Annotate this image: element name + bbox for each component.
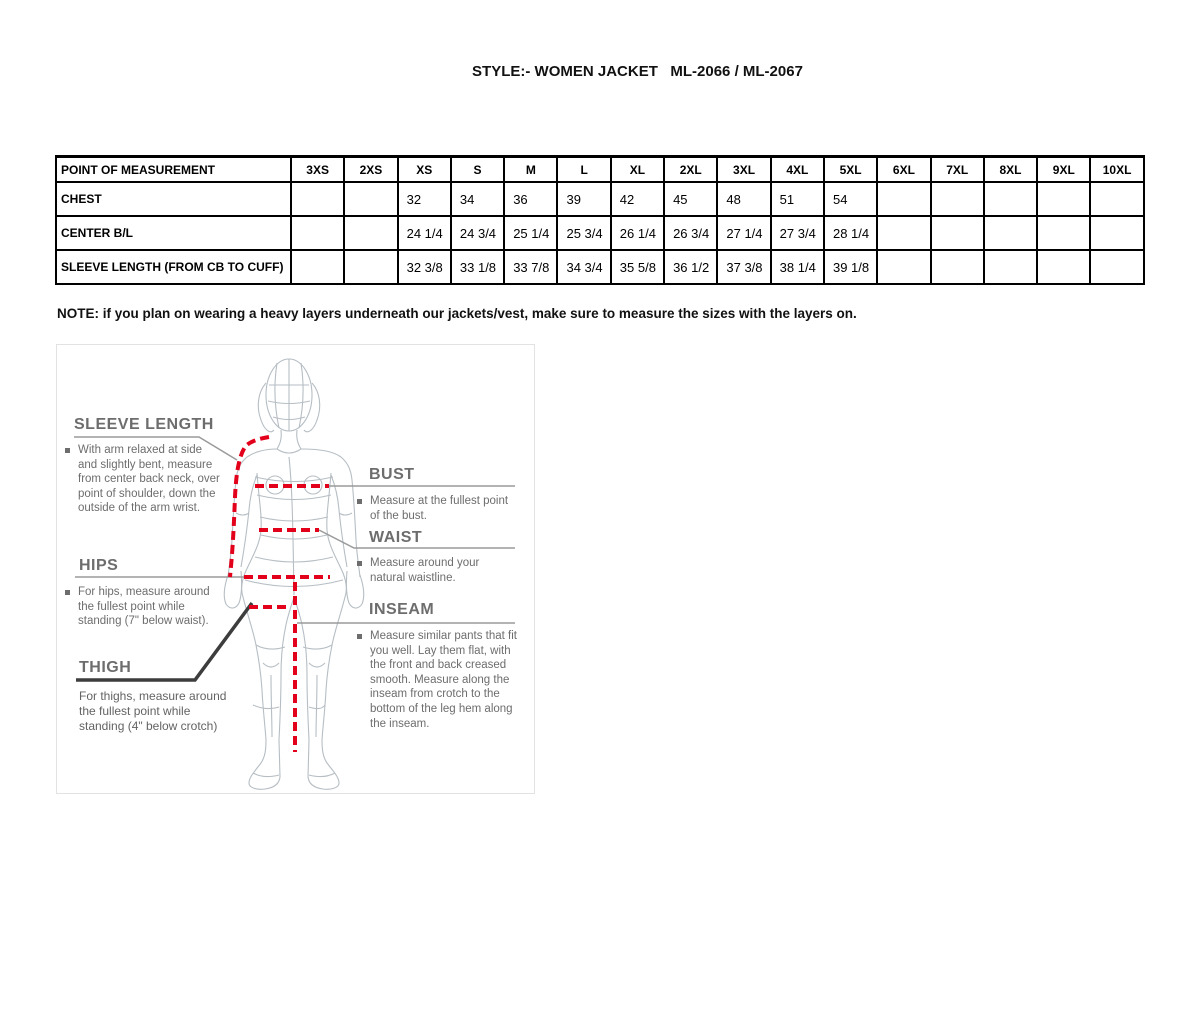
value-cell: 33 7/8 [504, 250, 557, 284]
header-size-5xl: 5XL [824, 157, 877, 183]
value-cell [1037, 250, 1090, 284]
measurement-diagram [56, 344, 535, 794]
value-cell: 54 [824, 182, 877, 216]
header-size-m: M [504, 157, 557, 183]
value-cell: 36 1/2 [664, 250, 717, 284]
hips-description: For hips, measure around the fullest point while standing (7" below waist). [65, 585, 228, 629]
bust-description: Measure at the fullest point of the bust. [357, 494, 510, 523]
value-cell [984, 182, 1037, 216]
thigh-description: For thighs, measure around the fullest point while standing (4" below crotch) [79, 689, 227, 734]
bust-label: BUST [369, 466, 415, 483]
bullet-square-icon [357, 561, 362, 566]
bullet-square-icon [357, 499, 362, 504]
header-size-3xs: 3XS [291, 157, 344, 183]
header-size-3xl: 3XL [717, 157, 770, 183]
bullet-square-icon [65, 590, 70, 595]
value-cell [291, 182, 344, 216]
header-size-7xl: 7XL [931, 157, 984, 183]
header-point-of-measurement: POINT OF MEASUREMENT [56, 157, 291, 183]
table-row [56, 182, 1144, 216]
bullet-square-icon [65, 448, 70, 453]
waist-label: WAIST [369, 529, 423, 546]
value-cell [291, 216, 344, 250]
value-cell: 24 3/4 [451, 216, 504, 250]
size-chart-section [55, 155, 1145, 285]
value-cell: 36 [504, 182, 557, 216]
header-size-8xl: 8XL [984, 157, 1037, 183]
value-cell: 24 1/4 [398, 216, 451, 250]
header-size-s: S [451, 157, 504, 183]
value-cell: 33 1/8 [451, 250, 504, 284]
table-row [56, 216, 1144, 250]
header-size-2xl: 2XL [664, 157, 717, 183]
row-label: CHEST [56, 182, 291, 216]
bullet-square-icon [357, 634, 362, 639]
value-cell [877, 216, 930, 250]
value-cell: 42 [611, 182, 664, 216]
value-cell: 35 5/8 [611, 250, 664, 284]
value-cell [931, 250, 984, 284]
inseam-description: Measure similar pants that fit you well. Lay them flat, with the front and back creased smooth. Measure along the inseam from crotch to the bottom of the leg hem along the inseam. [357, 629, 522, 731]
value-cell: 28 1/4 [824, 216, 877, 250]
size-chart-table [55, 155, 1145, 285]
value-cell [1090, 182, 1143, 216]
sleeve-length-description: With arm relaxed at side and slightly bent, measure from center back neck, over point of shoulder, down the outside of the arm wrist. [65, 443, 220, 516]
value-cell [1090, 250, 1143, 284]
header-size-xs: XS [398, 157, 451, 183]
value-cell: 25 1/4 [504, 216, 557, 250]
table-row [56, 250, 1144, 284]
value-cell: 26 3/4 [664, 216, 717, 250]
value-cell: 39 1/8 [824, 250, 877, 284]
thigh-label: THIGH [79, 659, 132, 676]
inseam-label: INSEAM [369, 601, 435, 618]
value-cell: 51 [771, 182, 824, 216]
waist-description: Measure around your natural waistline. [357, 556, 510, 585]
value-cell [344, 182, 397, 216]
value-cell [344, 216, 397, 250]
value-cell [344, 250, 397, 284]
value-cell: 45 [664, 182, 717, 216]
header-size-2xs: 2XS [344, 157, 397, 183]
note-text: NOTE: if you plan on wearing a heavy layers underneath our jackets/vest, make sure to measure the sizes with the layers on. [57, 306, 857, 321]
value-cell [984, 250, 1037, 284]
value-cell: 38 1/4 [771, 250, 824, 284]
value-cell: 48 [717, 182, 770, 216]
row-label: SLEEVE LENGTH (FROM CB TO CUFF) [56, 250, 291, 284]
value-cell: 34 3/4 [557, 250, 610, 284]
header-size-10xl: 10XL [1090, 157, 1143, 183]
value-cell [877, 182, 930, 216]
value-cell: 26 1/4 [611, 216, 664, 250]
value-cell [1090, 216, 1143, 250]
value-cell [1037, 182, 1090, 216]
header-size-l: L [557, 157, 610, 183]
value-cell [931, 216, 984, 250]
value-cell [984, 216, 1037, 250]
value-cell: 39 [557, 182, 610, 216]
value-cell [291, 250, 344, 284]
row-label: CENTER B/L [56, 216, 291, 250]
value-cell [931, 182, 984, 216]
value-cell: 32 [398, 182, 451, 216]
page-title: STYLE:- WOMEN JACKET ML-2066 / ML-2067 [472, 63, 803, 80]
sleeve-length-label: SLEEVE LENGTH [74, 416, 214, 433]
value-cell: 34 [451, 182, 504, 216]
value-cell: 37 3/8 [717, 250, 770, 284]
value-cell: 27 3/4 [771, 216, 824, 250]
header-size-4xl: 4XL [771, 157, 824, 183]
value-cell: 25 3/4 [557, 216, 610, 250]
value-cell: 27 1/4 [717, 216, 770, 250]
hips-label: HIPS [79, 557, 119, 574]
header-size-6xl: 6XL [877, 157, 930, 183]
value-cell: 32 3/8 [398, 250, 451, 284]
header-size-9xl: 9XL [1037, 157, 1090, 183]
value-cell [877, 250, 930, 284]
value-cell [1037, 216, 1090, 250]
header-size-xl: XL [611, 157, 664, 183]
